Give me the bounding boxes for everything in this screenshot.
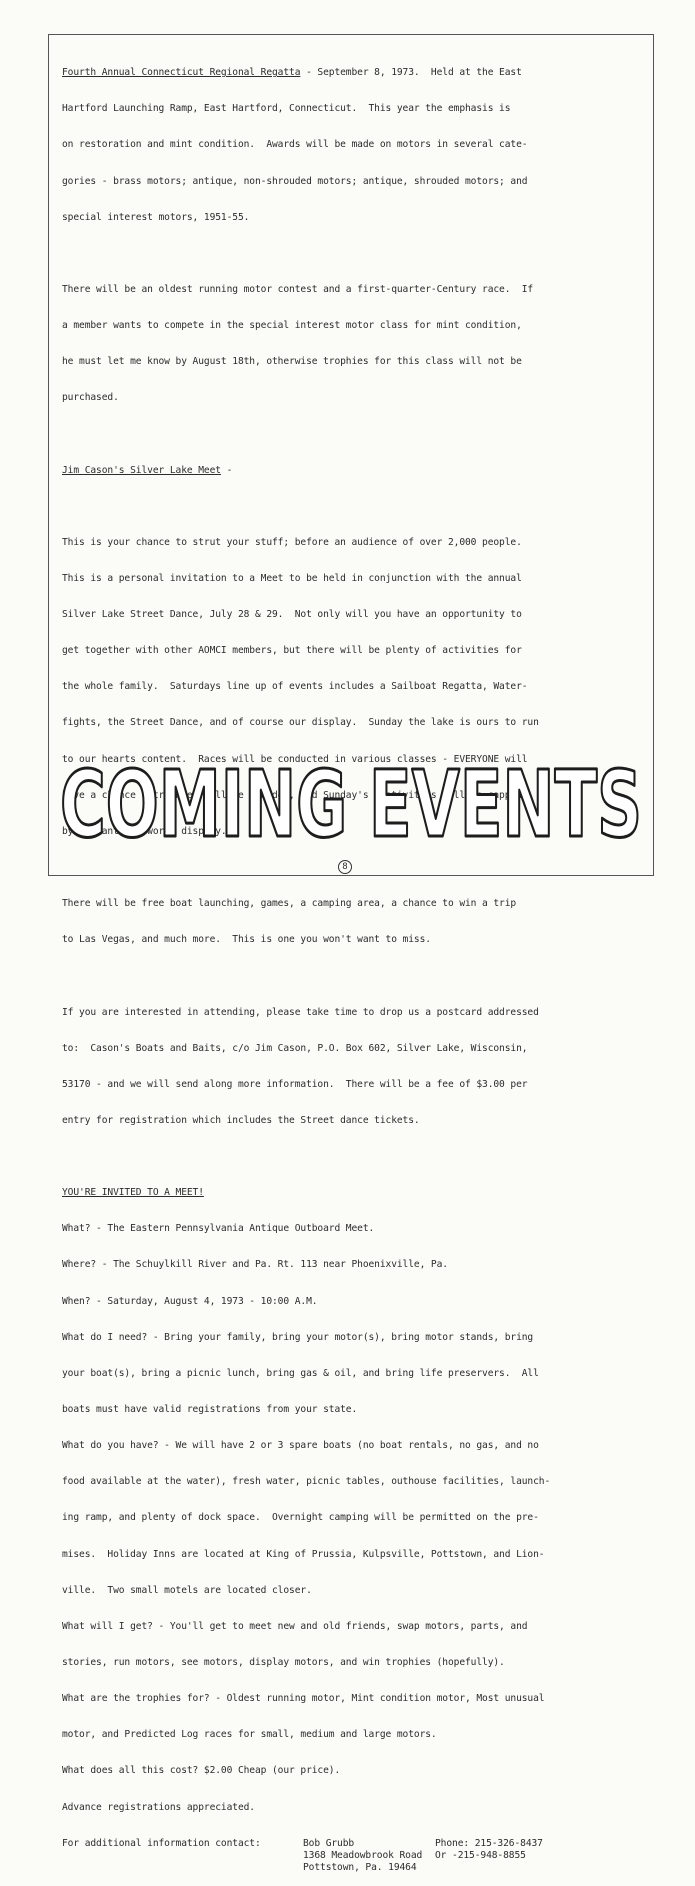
- coming-events-banner: [56, 748, 646, 858]
- silver-lake-p1-line: This is your chance to strut your stuff; before an audience of over 2,000 people.: [62, 536, 522, 548]
- contact-phone-1: Phone: 215-326-8437: [435, 1837, 543, 1849]
- silver-lake-p1-line: fights, the Street Dance, and of course our display. Sunday the lake is ours to run: [62, 717, 539, 729]
- invite-line: your boat(s), bring a picnic lunch, bring gas & oil, and bring life preservers. All: [62, 1367, 539, 1379]
- silver-lake-p3-line: entry for registration which includes the Street dance tickets.: [62, 1114, 420, 1126]
- invite-heading: YOU'RE INVITED TO A MEET!: [62, 1187, 204, 1199]
- invite-line: What do I need? - Bring your family, bring your motor(s), bring motor stands, bring: [62, 1331, 534, 1343]
- contact-address-2: Pottstown, Pa. 19464: [303, 1861, 417, 1873]
- silver-lake-p1-line: the whole family. Saturdays line up of events includes a Sailboat Regatta, Water-: [62, 681, 528, 693]
- silver-lake-p1-line: This is a personal invitation to a Meet to be held in conjunction with the annual: [62, 572, 522, 584]
- invite-line: motor, and Predicted Log races for small, medium and large motors.: [62, 1729, 437, 1741]
- regatta-heading: Fourth Annual Connecticut Regional Regatta: [62, 67, 301, 79]
- page-number: 8: [338, 860, 352, 874]
- contact-label: For additional information contact:: [62, 1837, 261, 1849]
- silver-lake-p3-line: If you are interested in attending, please take time to drop us a postcard addressed: [62, 1006, 539, 1018]
- silver-lake-p1-line: to our hearts content. Races will be conducted in various classes - EVERYONE will: [62, 753, 528, 765]
- invite-line: What do you have? - We will have 2 or 3 spare boats (no boat rentals, no gas, and no: [62, 1440, 539, 1452]
- invite-line: Where? - The Schuylkill River and Pa. Rt. 113 near Phoenixville, Pa.: [62, 1259, 448, 1271]
- invite-line: What will I get? - You'll get to meet new and old friends, swap motors, parts, and: [62, 1620, 528, 1632]
- regatta-line-1: Fourth Annual Connecticut Regional Regatta - September 8, 1973. Held at the East: [62, 67, 522, 79]
- regatta-p2-line: he must let me know by August 18th, otherwise trophies for this class will not be: [62, 356, 522, 368]
- silver-lake-p1-line: have a chance - trophies will be awarded, and Sunday's festivities will be capped: [62, 789, 522, 801]
- invite-line: food available at the water), fresh water, picnic tables, outhouse facilities, launch-: [62, 1476, 551, 1488]
- silver-lake-p3-line: 53170 - and we will send along more information. There will be a fee of $3.00 per: [62, 1078, 528, 1090]
- regatta-p2-line: a member wants to compete in the special interest motor class for mint condition,: [62, 320, 522, 332]
- regatta-line: gories - brass motors; antique, non-shrouded motors; antique, shrouded motors; and: [62, 175, 528, 187]
- article-text: [62, 43, 650, 1886]
- silver-lake-p1-line: Silver Lake Street Dance, July 28 & 29. Not only will you have an opportunity to: [62, 609, 522, 621]
- invite-line: What does all this cost? $2.00 Cheap (our price).: [62, 1765, 341, 1777]
- regatta-line: special interest motors, 1951-55.: [62, 211, 250, 223]
- invite-line: mises. Holiday Inns are located at King of Prussia, Kulpsville, Pottstown, and Lion-: [62, 1548, 545, 1560]
- regatta-p2-line: purchased.: [62, 392, 119, 404]
- invite-line: boats must have valid registrations from your state.: [62, 1404, 358, 1416]
- silver-lake-p3-line: to: Cason's Boats and Baits, c/o Jim Cason, P.O. Box 602, Silver Lake, Wisconsin,: [62, 1042, 528, 1054]
- invite-line: ville. Two small motels are located closer.: [62, 1584, 312, 1596]
- silver-lake-p1-line: get together with other AOMCI members, but there will be plenty of activities for: [62, 645, 522, 657]
- contact-address-1: 1368 Meadowbrook Road: [303, 1849, 423, 1861]
- silver-lake-p1-line: by a giant fireworks display.: [62, 825, 227, 837]
- silver-lake-p2-line: to Las Vegas, and much more. This is one you won't want to miss.: [62, 934, 431, 946]
- regatta-line: Hartford Launching Ramp, East Hartford, Connecticut. This year the emphasis is: [62, 103, 511, 115]
- silver-lake-p2-line: There will be free boat launching, games, a camping area, a chance to win a trip: [62, 898, 517, 910]
- contact-phone-2: Or -215-948-8855: [435, 1849, 526, 1861]
- regatta-p2-line: There will be an oldest running motor contest and a first-quarter-Century race. If: [62, 283, 534, 295]
- invite-line: What are the trophies for? - Oldest running motor, Mint condition motor, Most unusual: [62, 1693, 545, 1705]
- silver-lake-heading: Jim Cason's Silver Lake Meet: [62, 464, 221, 476]
- contact-name: Bob Grubb: [303, 1837, 355, 1849]
- silver-lake-heading-line: Jim Cason's Silver Lake Meet -: [62, 464, 233, 476]
- invite-line: Advance registrations appreciated.: [62, 1801, 255, 1813]
- invite-line: When? - Saturday, August 4, 1973 - 10:00 A.M.: [62, 1295, 318, 1307]
- regatta-line: on restoration and mint condition. Awards will be made on motors in several cate-: [62, 139, 528, 151]
- invite-line: ing ramp, and plenty of dock space. Overnight camping will be permitted on the pre-: [62, 1512, 539, 1524]
- invite-line: stories, run motors, see motors, display motors, and win trophies (hopefully).: [62, 1657, 505, 1668]
- coming-events-title: COMING EVENTS: [60, 751, 642, 858]
- invite-line: What? - The Eastern Pennsylvania Antique Outboard Meet.: [62, 1223, 375, 1235]
- contact-info: [62, 1838, 650, 1874]
